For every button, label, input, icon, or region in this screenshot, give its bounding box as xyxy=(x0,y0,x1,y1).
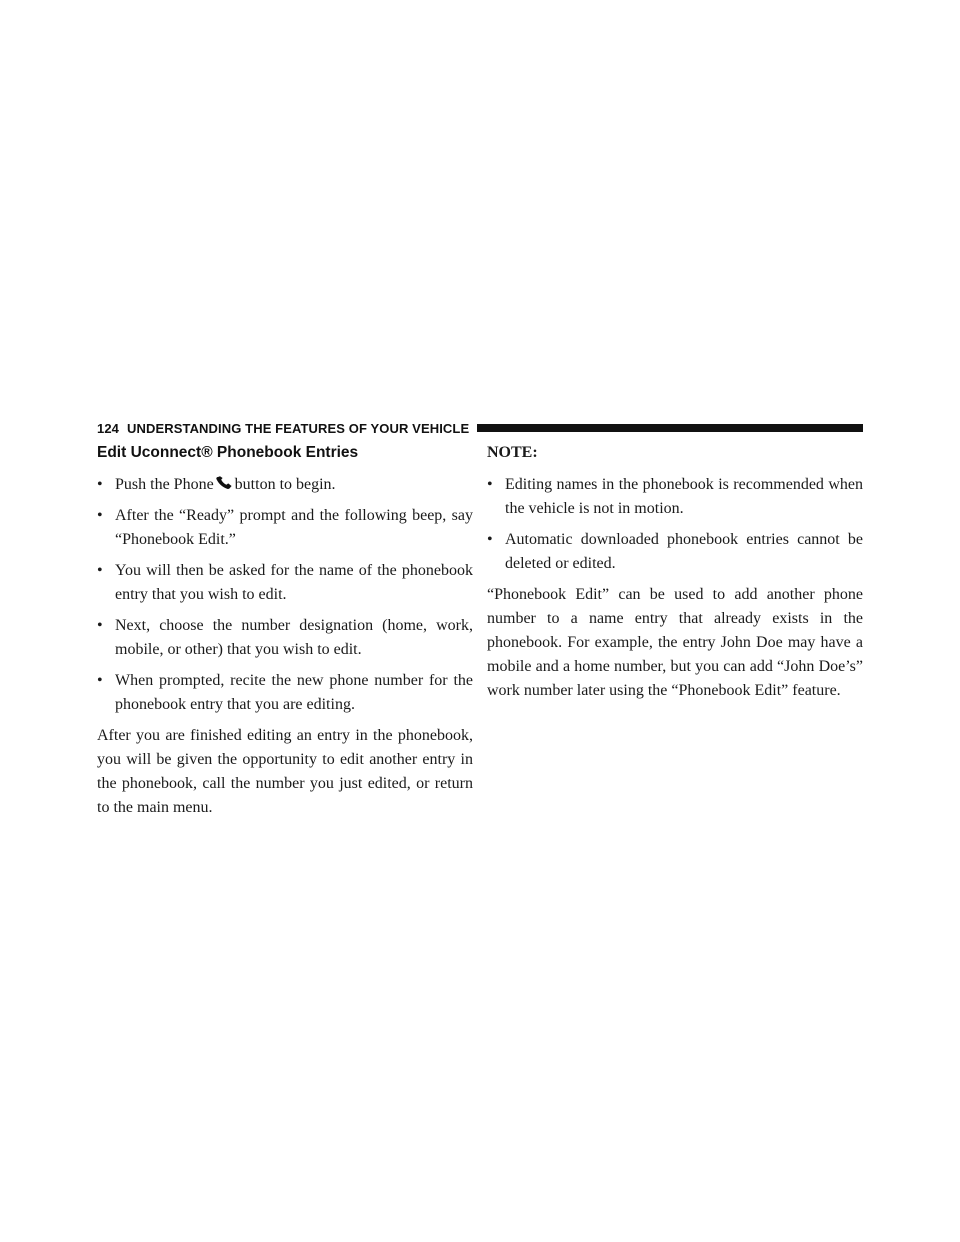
list-item xyxy=(97,504,473,552)
list-item-text: You will then be asked for the name of the phonebook entry that you wish to edit. xyxy=(115,562,473,603)
list-item-text: After the “Ready” prompt and the following beep, say “Phonebook Edit.” xyxy=(115,507,473,548)
body-paragraph: After you are finished editing an entry in the phonebook, you will be given the opportunity to edit another entry in the phonebook, call the number you just edited, or return to the main menu. xyxy=(97,727,473,816)
list-item xyxy=(97,614,473,662)
bullet-glyph: • xyxy=(487,476,493,493)
section-heading: Edit Uconnect® Phonebook Entries xyxy=(97,444,359,461)
list-item xyxy=(97,669,473,717)
body-paragraph: “Phonebook Edit” can be used to add another phone number to a name entry that already exists in the phonebook. For example, the entry John Doe may have a mobile and a home number, but you can add “John Doe’s” work number later using the “Phonebook Edit” feature. xyxy=(487,586,863,699)
note-heading: NOTE: xyxy=(487,444,538,461)
chapter-title: UNDERSTANDING THE FEATURES OF YOUR VEHICLE xyxy=(127,420,470,436)
phone-icon xyxy=(215,476,233,490)
list-item xyxy=(487,528,863,576)
list-item xyxy=(487,473,863,521)
note-list xyxy=(487,473,863,576)
right-column xyxy=(487,440,863,703)
bullet-glyph: • xyxy=(97,507,103,524)
list-item-text: Editing names in the phonebook is recommended when the vehicle is not in motion. xyxy=(505,476,863,517)
page-header xyxy=(97,418,863,438)
instruction-list xyxy=(97,473,473,717)
bullet-glyph: • xyxy=(97,672,103,689)
bullet-glyph: • xyxy=(487,531,493,548)
bullet-glyph: • xyxy=(97,617,103,634)
list-item xyxy=(97,559,473,607)
header-rule xyxy=(477,424,863,432)
bullet-glyph: • xyxy=(97,476,103,493)
list-item-text: Next, choose the number designation (home, work, mobile, or other) that you wish to edit. xyxy=(115,617,473,658)
page-number: 124 xyxy=(97,420,119,436)
list-item-text: Automatic downloaded phonebook entries cannot be deleted or edited. xyxy=(505,531,863,572)
list-item xyxy=(97,473,473,497)
left-column xyxy=(97,440,473,820)
list-item-text-start: Push the Phone xyxy=(115,476,214,493)
list-item-text: When prompted, recite the new phone number for the phonebook entry that you are editing. xyxy=(115,672,473,713)
bullet-glyph: • xyxy=(97,562,103,579)
list-item-text-end: button to begin. xyxy=(234,476,336,493)
